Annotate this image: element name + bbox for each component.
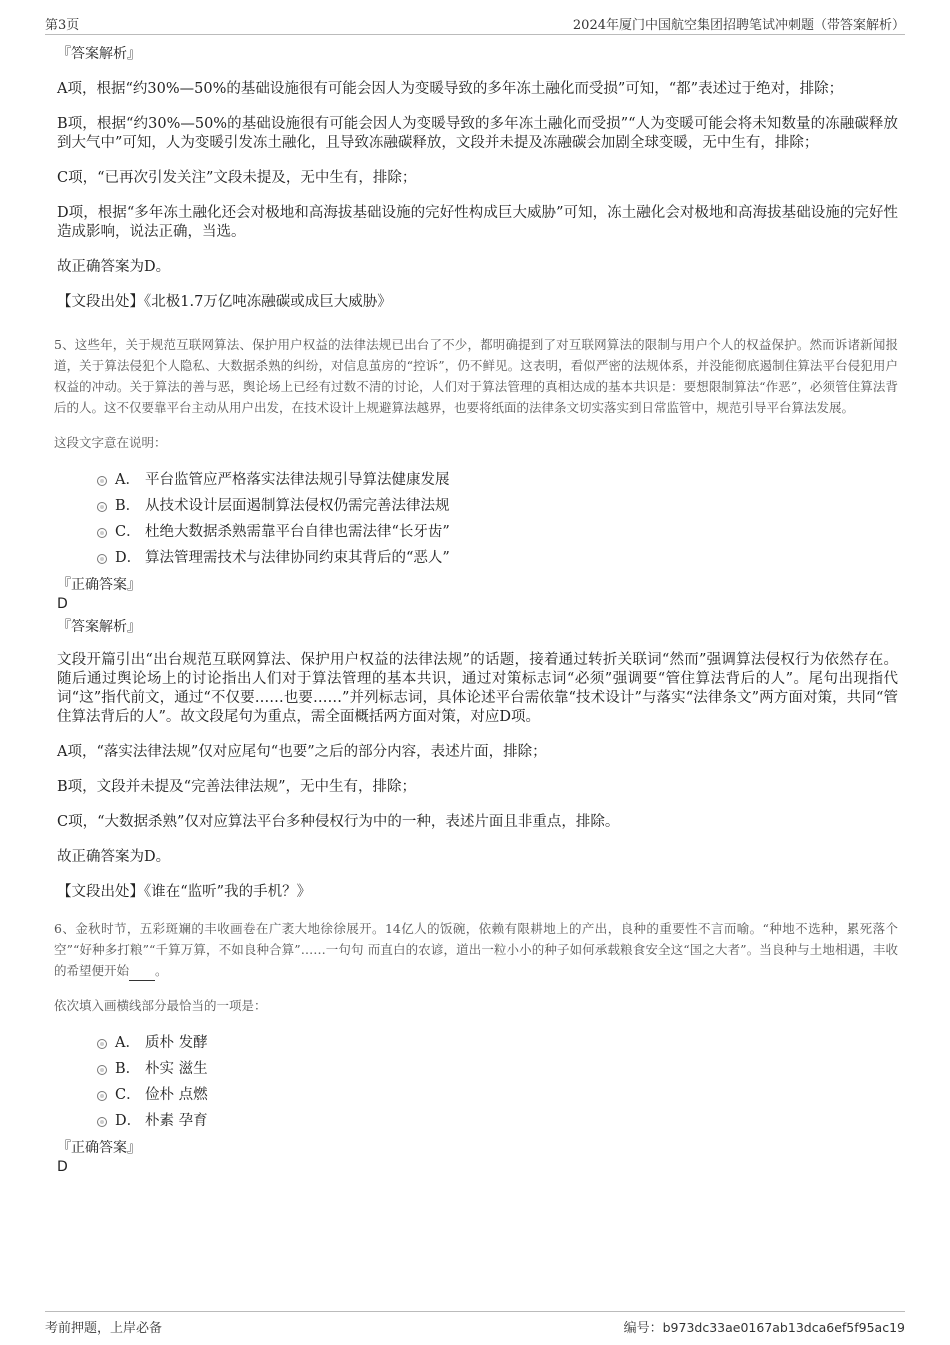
q4-source: 【文段出处】《北极1.7万亿吨冻融碳或成巨大威胁》 xyxy=(57,294,392,310)
page-number: 第3页 xyxy=(45,18,80,33)
q6-stem: 6、金秋时节，五彩斑斓的丰收画卷在广袤大地徐徐展开。14亿人的饭碗，依赖有限耕地上的产出，良种的重要性不言而喻。“种地不选种，累死落个空”“好种多打粮”“千算万算，不如良种合算”……一句句 而直白的农谚，道出一粒小小的种子如何承载粮食安全这“国之大者”。当良种与土地相遇，丰收的希望便开始 。 xyxy=(54,918,898,981)
q5-option-b[interactable]: B． 从技术设计层面遏制算法侵权仍需完善法律法规 xyxy=(57,493,898,519)
document-title: 2024年厦门中国航空集团招聘笔试冲刺题（带答案解析） xyxy=(572,18,905,33)
q6-option-c[interactable]: C． 俭朴 点燃 xyxy=(57,1082,898,1108)
q5-source: 【文段出处】《谁在“监听”我的手机？》 xyxy=(57,884,312,900)
radio-icon[interactable] xyxy=(97,1117,107,1127)
radio-icon[interactable] xyxy=(97,502,107,512)
q6-answer: D xyxy=(57,1159,68,1175)
q5-conclusion: 故正确答案为D。 xyxy=(57,849,171,865)
document-body xyxy=(54,44,898,1176)
q4-analysis-label: 『答案解析』 xyxy=(57,46,141,62)
q5-options xyxy=(57,467,898,571)
q4-conclusion: 故正确答案为D。 xyxy=(57,259,171,275)
q6-prompt: 依次填入画横线部分最恰当的一项是： xyxy=(54,998,267,1013)
q6-option-d[interactable]: D． 朴素 孕育 xyxy=(57,1108,898,1134)
q5-analysis-main: 文段开篇引出“出台规范互联网算法、保护用户权益的法律法规”的话题，接着通过转折关联词“然而”强调算法侵权行为依然存在。随后通过舆论场上的讨论指出人们对于算法管理的基本共识，通过对策标志词“必须”强调要“管住算法背后的人”。尾句出现指代词“这”指代前文，通过“不仅要……也要……”并列标志词，具体论述平台需依靠“技术设计”与落实“法律条文”两方面对策，共同“管住算法背后的人”。故文段尾句为重点，需全面概括两方面对策，对应D项。 xyxy=(57,652,898,725)
q4-analysis-b: B项，根据“约30%—50%的基础设施很有可能会因人为变暖导致的多年冻土融化而受损”“人为变暖可能会将未知数量的冻融碳释放到大气中”可知，人为变暖引发冻土融化，且导致冻融碳释放，文段并未提及冻融碳会加剧全球变暖，无中生有，排除； xyxy=(57,116,898,151)
q6-options xyxy=(57,1030,898,1134)
page-header xyxy=(45,10,905,35)
q5-answer: D xyxy=(57,596,68,612)
radio-icon[interactable] xyxy=(97,554,107,564)
q4-analysis-d: D项，根据“多年冻土融化还会对极地和高海拔基础设施的完好性构成巨大威胁”可知，冻土融化会对极地和高海拔基础设施的完好性造成影响，说法正确，当选。 xyxy=(57,205,898,240)
q6-option-a[interactable]: A． 质朴 发酵 xyxy=(57,1030,898,1056)
q5-analysis-a: A项，“落实法律法规”仅对应尾句“也要”之后的部分内容，表述片面，排除； xyxy=(57,744,547,760)
radio-icon[interactable] xyxy=(97,1091,107,1101)
q5-answer-label: 『正确答案』 xyxy=(57,577,141,593)
radio-icon[interactable] xyxy=(97,528,107,538)
radio-icon[interactable] xyxy=(97,1065,107,1075)
q6-answer-label: 『正确答案』 xyxy=(57,1140,141,1156)
q5-analysis-label: 『答案解析』 xyxy=(57,619,141,635)
fill-blank[interactable] xyxy=(129,966,155,981)
q5-analysis-c: C项，“大数据杀熟”仅对应算法平台多种侵权行为中的一种，表述片面且非重点，排除。 xyxy=(57,814,620,830)
q4-analysis-a: A项，根据“约30%—50%的基础设施很有可能会因人为变暖导致的多年冻土融化而受损”可知，“都”表述过于绝对，排除； xyxy=(57,81,844,97)
q5-analysis-b: B项，文段并未提及“完善法律法规”，无中生有，排除； xyxy=(57,779,416,795)
q5-option-d[interactable]: D． 算法管理需技术与法律协同约束其背后的“恶人” xyxy=(57,545,898,571)
q6-option-b[interactable]: B． 朴实 滋生 xyxy=(57,1056,898,1082)
q5-option-a[interactable]: A． 平台监管应严格落实法律法规引导算法健康发展 xyxy=(57,467,898,493)
q5-option-c[interactable]: C． 杜绝大数据杀熟需靠平台自律也需法律“长牙齿” xyxy=(57,519,898,545)
radio-icon[interactable] xyxy=(97,476,107,486)
q5-stem: 5、这些年，关于规范互联网算法、保护用户权益的法律法规已出台了不少，都明确提到了对互联网算法的限制与用户个人的权益保护。然而诉诸新闻报道，关于算法侵犯个人隐私、大数据杀熟的纠纷，对信息茧房的“控诉”，仍不鲜见。这表明，看似严密的法规体系，并没能彻底遏制住算法平台侵犯用户权益的冲动。关于算法的善与恶，舆论场上已经有过数不清的讨论，人们对于算法管理的真相达成的基本共识是：要想限制算法“作恶”，必须管住算法背后的人。这不仅要靠平台主动从用户出发，在技术设计上规避算法越界，也要将纸面的法律条文切实落实到日常监管中，规范引导平台算法发展。 xyxy=(54,337,898,415)
document-code: 编号：b973dc33ae0167ab13dca6ef5f95ac19 xyxy=(623,1320,905,1336)
page-footer xyxy=(45,1311,905,1338)
q4-analysis-c: C项，“已再次引发关注”文段未提及，无中生有，排除； xyxy=(57,170,417,186)
footer-slogan: 考前押题，上岸必备 xyxy=(45,1321,163,1336)
radio-icon[interactable] xyxy=(97,1039,107,1049)
q5-prompt: 这段文字意在说明： xyxy=(54,435,167,450)
